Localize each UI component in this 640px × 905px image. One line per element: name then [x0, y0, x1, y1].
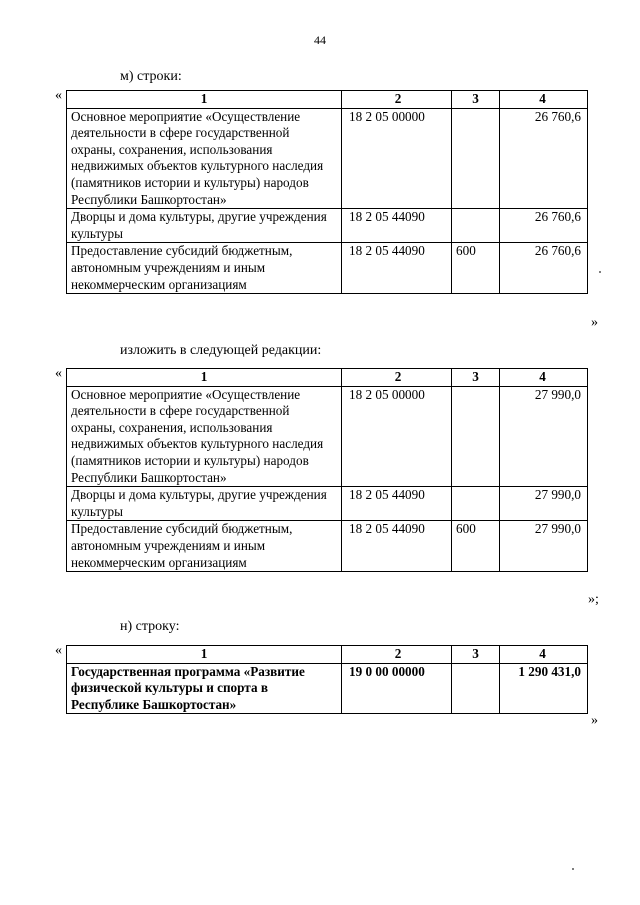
header-col-2: 2	[342, 646, 452, 664]
table-row	[67, 243, 588, 294]
header-col-4: 4	[500, 369, 588, 387]
table-row	[67, 487, 588, 521]
table-row	[67, 521, 588, 572]
row-type: 600	[452, 243, 500, 294]
header-col-3: 3	[452, 646, 500, 664]
row-code: 18 2 05 44090	[342, 521, 452, 572]
paragraph-new-edition: изложить в следующей редакции:	[120, 343, 322, 358]
row-code: 18 2 05 00000	[342, 386, 452, 487]
header-col-1: 1	[67, 369, 342, 387]
row-name: Государственная программа «Развитие физической культуры и спорта в Республике Башкортостан»	[67, 663, 342, 714]
row-name: Дворцы и дома культуры, другие учреждения культуры	[67, 209, 342, 243]
header-col-3: 3	[452, 369, 500, 387]
scan-dot	[599, 271, 601, 273]
close-quote-new: »;	[588, 592, 599, 607]
table-row	[67, 663, 588, 714]
row-type	[452, 108, 500, 209]
row-name: Предоставление субсидий бюджетным, автономным учреждениям и иным некоммерческим организациям	[67, 243, 342, 294]
table-m	[66, 90, 588, 294]
scan-dot	[572, 868, 574, 870]
row-type: 600	[452, 521, 500, 572]
row-type	[452, 487, 500, 521]
row-amount: 27 990,0	[500, 521, 588, 572]
close-quote-m: »	[591, 315, 598, 330]
header-col-1: 1	[67, 646, 342, 664]
header-col-4: 4	[500, 91, 588, 109]
close-quote-n: »	[591, 713, 598, 728]
header-col-2: 2	[342, 369, 452, 387]
row-amount: 27 990,0	[500, 386, 588, 487]
page-number: 44	[314, 33, 326, 47]
row-code: 18 2 05 44090	[342, 243, 452, 294]
row-code: 18 2 05 44090	[342, 209, 452, 243]
row-amount: 27 990,0	[500, 487, 588, 521]
open-quote-n: «	[55, 643, 62, 658]
row-amount: 26 760,6	[500, 209, 588, 243]
row-amount: 1 290 431,0	[500, 663, 588, 714]
header-col-1: 1	[67, 91, 342, 109]
header-col-4: 4	[500, 646, 588, 664]
table-new	[66, 368, 588, 572]
row-name: Основное мероприятие «Осуществление деятельности в сфере государственной охраны, сохранения, использования недвижимых объектов культурного наследия (памятников истории и культуры) народов Республики Башкортостан»	[67, 108, 342, 209]
row-amount: 26 760,6	[500, 108, 588, 209]
row-name: Основное мероприятие «Осуществление деятельности в сфере государственной охраны, сохранения, использования недвижимых объектов культурного наследия (памятников истории и культуры) народов Республики Башкортостан»	[67, 386, 342, 487]
row-code: 18 2 05 44090	[342, 487, 452, 521]
row-type	[452, 386, 500, 487]
row-amount: 26 760,6	[500, 243, 588, 294]
table-row	[67, 209, 588, 243]
table-row	[67, 108, 588, 209]
header-col-3: 3	[452, 91, 500, 109]
row-name: Дворцы и дома культуры, другие учреждения культуры	[67, 487, 342, 521]
open-quote-m: «	[55, 88, 62, 103]
row-type	[452, 663, 500, 714]
table-row	[67, 386, 588, 487]
row-type	[452, 209, 500, 243]
paragraph-m-rows: м) строки:	[120, 69, 182, 84]
paragraph-n-row: н) строку:	[120, 619, 180, 634]
row-code: 19 0 00 00000	[342, 663, 452, 714]
table-n	[66, 645, 588, 714]
row-code: 18 2 05 00000	[342, 108, 452, 209]
open-quote-new: «	[55, 366, 62, 381]
row-name: Предоставление субсидий бюджетным, автономным учреждениям и иным некоммерческим организациям	[67, 521, 342, 572]
header-col-2: 2	[342, 91, 452, 109]
